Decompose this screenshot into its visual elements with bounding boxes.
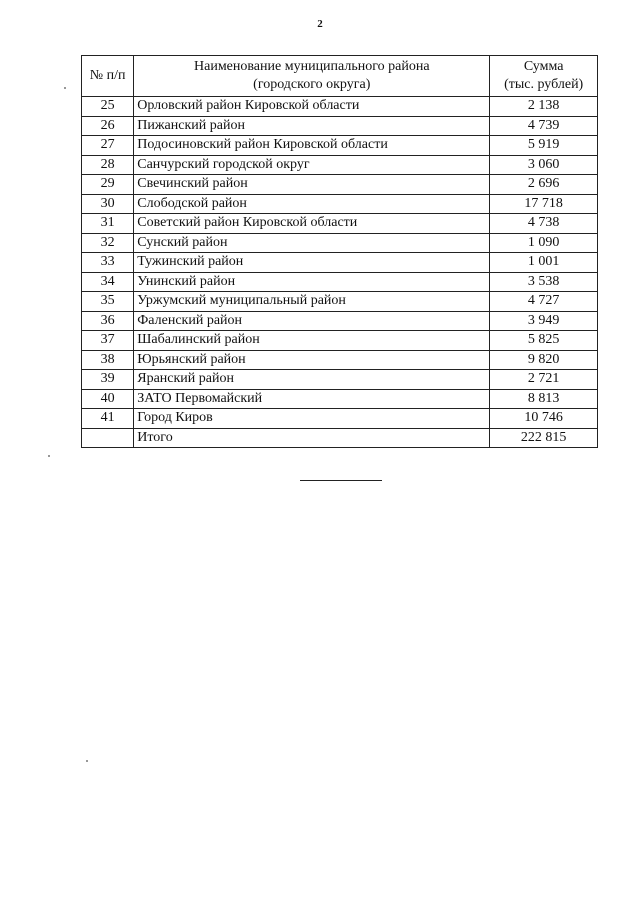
row-sum: 2 721 (490, 370, 598, 390)
header-number: № п/п (82, 56, 134, 97)
row-sum: 3 949 (490, 311, 598, 331)
scan-speck (64, 87, 66, 89)
row-name: Санчурский городской округ (134, 155, 490, 175)
table-row (82, 253, 598, 273)
table-row (82, 311, 598, 331)
header-sum-line1: Сумма (523, 59, 564, 74)
total-sum: 222 815 (490, 428, 598, 447)
table-row (82, 272, 598, 292)
row-sum: 5 919 (490, 136, 598, 156)
table-row (82, 389, 598, 409)
row-number: 27 (82, 136, 134, 156)
scan-speck (48, 455, 50, 457)
row-name: Советский район Кировской области (134, 214, 490, 234)
row-number: 41 (82, 409, 134, 429)
table-row (82, 175, 598, 195)
row-name: Яранский район (134, 370, 490, 390)
allocation-table (81, 55, 598, 448)
header-name-line2: (городского округа) (253, 77, 371, 92)
row-name: Сунский район (134, 233, 490, 253)
separator-line (300, 480, 382, 481)
row-number: 30 (82, 194, 134, 214)
row-name: Свечинский район (134, 175, 490, 195)
table-row (82, 155, 598, 175)
row-name: Юрьянский район (134, 350, 490, 370)
row-sum: 3 060 (490, 155, 598, 175)
total-number-cell (82, 428, 134, 447)
header-sum (490, 56, 598, 97)
row-sum: 1 001 (490, 253, 598, 273)
table-row (82, 233, 598, 253)
row-sum: 10 746 (490, 409, 598, 429)
row-name: Слободской район (134, 194, 490, 214)
row-number: 38 (82, 350, 134, 370)
header-name (134, 56, 490, 97)
table-row (82, 409, 598, 429)
row-number: 33 (82, 253, 134, 273)
header-name-line1: Наименование муниципального района (194, 59, 430, 74)
row-number: 36 (82, 311, 134, 331)
row-name: Тужинский район (134, 253, 490, 273)
table-header-row (82, 56, 598, 97)
row-number: 26 (82, 116, 134, 136)
row-name: Орловский район Кировской области (134, 97, 490, 117)
table-body (82, 97, 598, 429)
row-sum: 5 825 (490, 331, 598, 351)
row-number: 29 (82, 175, 134, 195)
row-name: Пижанский район (134, 116, 490, 136)
row-sum: 4 738 (490, 214, 598, 234)
row-number: 25 (82, 97, 134, 117)
row-number: 28 (82, 155, 134, 175)
table-row (82, 292, 598, 312)
table-row (82, 331, 598, 351)
row-number: 39 (82, 370, 134, 390)
row-number: 31 (82, 214, 134, 234)
table-row (82, 350, 598, 370)
row-sum: 1 090 (490, 233, 598, 253)
scan-speck (86, 760, 88, 762)
page-number: 2 (317, 18, 323, 30)
row-name: Фаленский район (134, 311, 490, 331)
row-sum: 2 138 (490, 97, 598, 117)
row-name: Город Киров (134, 409, 490, 429)
row-sum: 2 696 (490, 175, 598, 195)
total-label: Итого (134, 428, 490, 447)
row-number: 40 (82, 389, 134, 409)
row-number: 34 (82, 272, 134, 292)
row-number: 32 (82, 233, 134, 253)
row-sum: 4 727 (490, 292, 598, 312)
row-sum: 17 718 (490, 194, 598, 214)
row-sum: 8 813 (490, 389, 598, 409)
row-sum: 4 739 (490, 116, 598, 136)
row-name: Шабалинский район (134, 331, 490, 351)
header-sum-line2: (тыс. рублей) (504, 77, 584, 92)
table-row (82, 97, 598, 117)
total-row (82, 428, 598, 447)
row-name: Уржумский муниципальный район (134, 292, 490, 312)
table-row (82, 214, 598, 234)
row-sum: 3 538 (490, 272, 598, 292)
table-row (82, 370, 598, 390)
row-number: 37 (82, 331, 134, 351)
table-row (82, 116, 598, 136)
row-sum: 9 820 (490, 350, 598, 370)
row-name: Подосиновский район Кировской области (134, 136, 490, 156)
row-name: Унинский район (134, 272, 490, 292)
row-number: 35 (82, 292, 134, 312)
table-row (82, 194, 598, 214)
table-row (82, 136, 598, 156)
row-name: ЗАТО Первомайский (134, 389, 490, 409)
